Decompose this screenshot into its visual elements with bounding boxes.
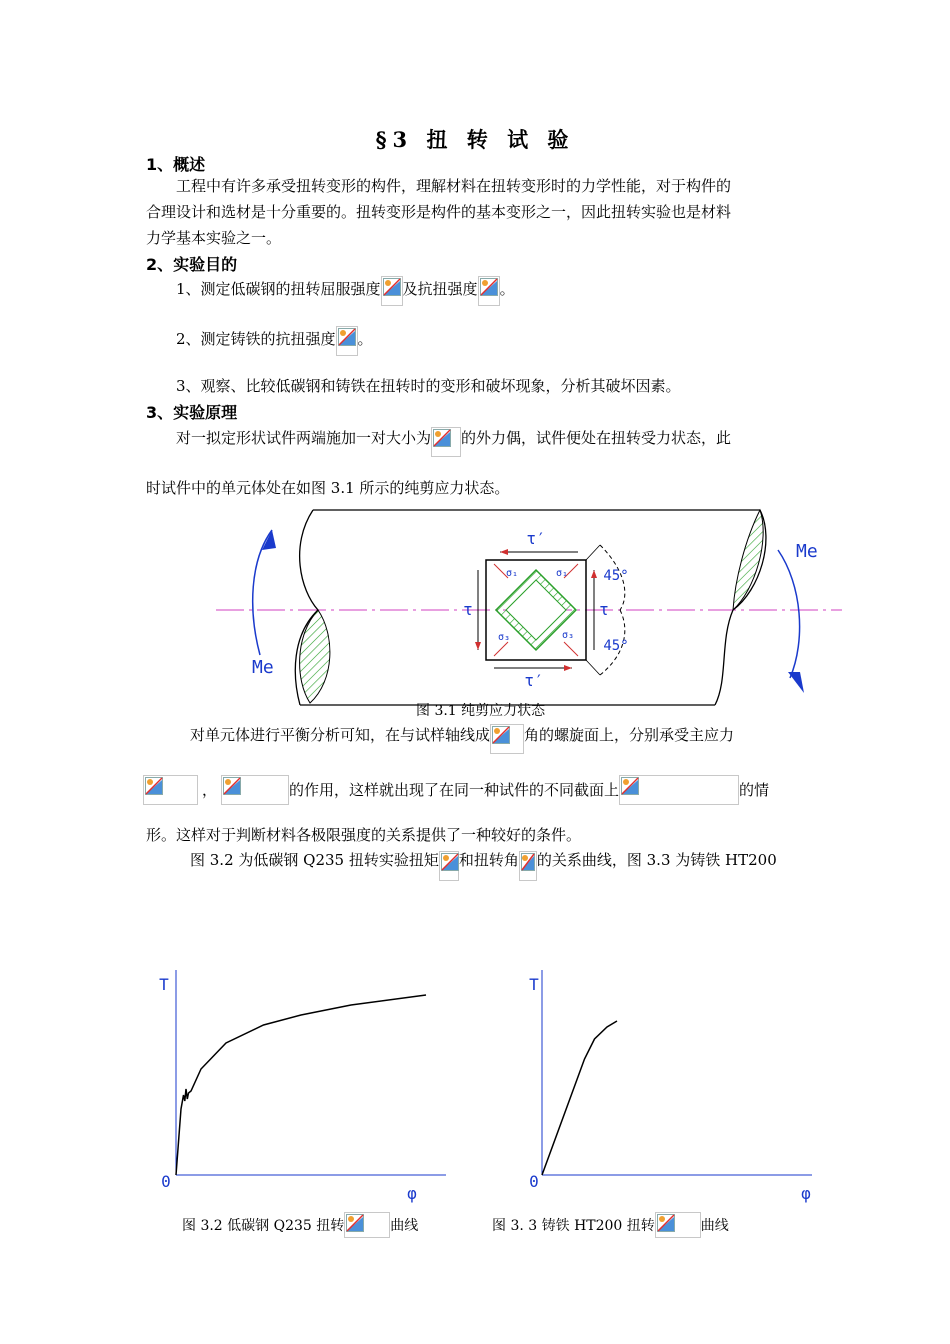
sigma-arrow (564, 642, 578, 656)
figure-description-text-c: 的关系曲线，图 3.3 为铸铁 HT200 (536, 851, 777, 869)
y-axis-label: T (159, 975, 169, 994)
figure-2-caption (182, 1212, 418, 1238)
label-tau-right: τ (599, 600, 609, 619)
analysis-line-2-text-b: 的作用，这样就出现了在同一种试件的不同截面上 (289, 781, 620, 799)
analysis-line-3: 形。这样对于判断材料各极限强度的关系提供了一种较好的条件。 (146, 826, 582, 844)
formula-image-placeholder (619, 775, 739, 805)
overview-line-3: 力学基本实验之一。 (146, 229, 282, 247)
figure-1-caption: 图 3.1 纯剪应力状态 (416, 703, 546, 719)
figure-3-caption-text-b: 曲线 (700, 1218, 729, 1234)
origin-label: 0 (529, 1172, 539, 1191)
label-tau-top: τ′ (526, 529, 546, 548)
analysis-line-2 (143, 775, 769, 805)
purpose-item-2 (176, 326, 373, 356)
label-sigma: σ₁ (555, 568, 569, 579)
moment-arrow-head (262, 530, 276, 550)
figure-2-caption-text-a: 图 3.2 低碳钢 Q235 扭转 (182, 1218, 345, 1234)
section-heading-principle: 3、实验原理 (146, 403, 238, 422)
x-axis-label: φ (407, 1184, 417, 1203)
purpose-item-3: 3、观察、比较低碳钢和铸铁在扭转时的变形和破坏现象，分析其破坏因素。 (176, 377, 681, 395)
analysis-line-2-text-a: ， (202, 781, 218, 799)
figure-description-text-a: 图 3.2 为低碳钢 Q235 扭转实验扭矩 (190, 851, 439, 869)
figure-3-caption-text-a: 图 3. 3 铸铁 HT200 扭转 (492, 1218, 655, 1234)
principle-line-1-text-a: 对一拟定形状试件两端施加一对大小为 (176, 429, 432, 447)
chart-low-carbon-steel-torsion (150, 962, 450, 1207)
analysis-line-1 (190, 722, 734, 754)
origin-label: 0 (161, 1172, 171, 1191)
chart-series-line (176, 995, 426, 1175)
section-heading-purpose: 2、实验目的 (146, 255, 238, 274)
formula-image-placeholder (381, 276, 403, 306)
overview-line-1: 工程中有许多承受扭转变形的构件，理解材料在扭转变形时的力学性能，对于构件的 (176, 177, 732, 195)
formula-image-placeholder (431, 427, 461, 457)
formula-image-placeholder (519, 851, 537, 881)
figure-2-caption-text-b: 曲线 (390, 1218, 419, 1234)
figure-description-line (190, 847, 777, 881)
y-axis-label: T (529, 975, 539, 994)
label-sigma: σ₁ (505, 568, 519, 579)
principle-line-1-text-b: 的外力偶，试件便处在扭转受力状态，此 (461, 429, 732, 447)
page-title: §3 扭 转 试 验 (375, 127, 575, 152)
formula-image-placeholder (655, 1212, 701, 1238)
figure-pure-shear-diagram (200, 500, 850, 710)
purpose-item-2-text-a: 2、测定铸铁的抗扭强度 (176, 330, 336, 348)
label-sigma: σ₃ (497, 632, 511, 643)
formula-image-placeholder (336, 326, 358, 356)
formula-image-placeholder (439, 851, 459, 881)
purpose-item-2-text-b: 。 (357, 330, 373, 348)
x-axis-label: φ (801, 1184, 811, 1203)
purpose-item-1-text-b: 及抗扭强度 (402, 280, 478, 298)
principle-line-1 (176, 425, 731, 457)
label-tau-left: τ (463, 600, 473, 619)
formula-image-placeholder (478, 276, 500, 306)
formula-image-placeholder (344, 1212, 390, 1238)
label-tau-bottom: τ′ (524, 671, 544, 690)
analysis-line-1-text-a: 对单元体进行平衡分析可知，在与试样轴线成 (190, 726, 491, 744)
overview-line-2: 合理设计和选材是十分重要的。扭转变形是构件的基本变形之一，因此扭转实验也是材料 (146, 203, 732, 221)
figure-description-text-b: 和扭转角 (458, 851, 519, 869)
formula-image-placeholder (490, 724, 524, 754)
analysis-line-2-text-c: 的情 (739, 781, 770, 799)
section-heading-overview: 1、概述 (146, 155, 206, 174)
purpose-item-1-text-a: 1、测定低碳钢的扭转屈服强度 (176, 280, 381, 298)
figure-3-caption (492, 1212, 729, 1238)
label-angle-top: 45° (603, 568, 629, 584)
sigma-arrow (494, 642, 508, 656)
label-moment-left: Me (252, 657, 274, 678)
moment-arrow-head (788, 672, 804, 693)
label-angle-bottom: 45° (603, 638, 629, 654)
purpose-item-1-text-c: 。 (499, 280, 515, 298)
analysis-line-1-text-b: 角的螺旋面上，分别承受主应力 (524, 726, 735, 744)
formula-image-placeholder (143, 775, 198, 805)
principle-line-2: 时试件中的单元体处在如图 3.1 所示的纯剪应力状态。 (146, 479, 510, 497)
label-moment-right: Me (796, 541, 818, 562)
formula-image-placeholder (221, 775, 289, 805)
purpose-item-1 (176, 276, 515, 306)
chart-series-line (542, 1021, 617, 1175)
label-sigma: σ₃ (561, 630, 575, 641)
chart-cast-iron-torsion (516, 962, 816, 1207)
